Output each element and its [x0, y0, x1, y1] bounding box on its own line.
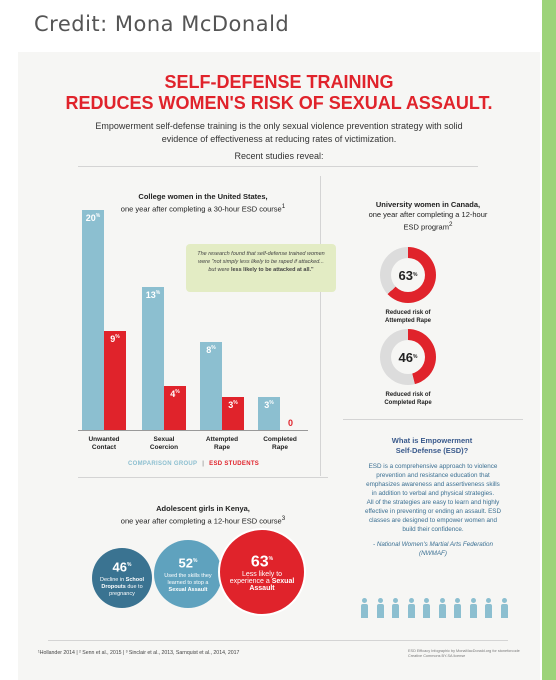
kenya-heading-line2: one year after completing a 12-hour ESD course	[120, 516, 282, 526]
research-quote	[186, 244, 336, 292]
recent-studies-label: Recent studies reveal:	[234, 151, 324, 161]
legend-esd: ESD STUDENTS	[209, 461, 260, 467]
kenya-stat-text-3: Less likely to experience a Sexual Assault	[229, 571, 295, 593]
footer-license: ESD Efficacy Infographic by MonaMacDonald.org for stoneforcode Creative Commons BY-SA license	[408, 649, 520, 658]
kenya-heading-line1: Adolescent girls in Kenya,	[156, 504, 250, 513]
quote-bold: less likely to be attacked at all."	[230, 267, 314, 273]
photo-credit: Credit: Mona McDonald	[34, 12, 290, 36]
canada-heading-line3: ESD program	[403, 222, 449, 232]
person-icon	[375, 598, 385, 618]
canada-heading	[338, 200, 518, 233]
esd-title	[339, 436, 525, 456]
us-heading-sup: 1	[281, 203, 286, 210]
person-icon	[499, 598, 509, 618]
chart-legend	[128, 461, 259, 467]
people-icons	[359, 598, 509, 618]
kenya-heading-sup: 3	[281, 515, 286, 522]
kenya-stat-value-2: 52%	[178, 555, 198, 571]
legend-separator: |	[202, 461, 205, 467]
esd-title-line2: Self-Defense (ESD)?	[395, 446, 469, 455]
kenya-stat-text-1: Decline in School Dropouts due to pregnancy	[99, 576, 145, 597]
divider-top	[78, 166, 478, 167]
comparison-value-4: 3%	[264, 400, 274, 410]
intro-text: Empowerment self-defense training is the only sexual violence prevention strategy with solid evidence of effectiveness at reducing rates of victimization.	[95, 121, 463, 144]
esd-title-line1: What is Empowerment	[391, 436, 473, 445]
comparison-bar-1	[82, 210, 104, 430]
canada-heading-line2: one year after completing a 12-hour	[368, 210, 488, 219]
comparison-bar-2	[142, 287, 164, 430]
us-heading-line2: one year after completing a 30-hour ESD course	[120, 204, 282, 214]
kenya-stat-circle-3	[218, 528, 306, 616]
esd-body	[363, 462, 503, 558]
ring-value-2: 46 %	[391, 340, 425, 374]
kenya-stat-value-1: 46%	[112, 559, 132, 575]
canada-heading-line1: University women in Canada,	[375, 200, 481, 209]
kenya-stat-text-2: Used the skills they learned to stop a Sexual Assault	[164, 572, 212, 593]
esd-paragraph-2: All of the strategies are easy to learn and highly effective in preventing or ending an assault. ESD classes are designed to empower women and build their confidence.	[364, 499, 502, 533]
category-label-4: Completed Rape	[263, 436, 297, 451]
us-heading-line1: College women in the United States,	[138, 192, 268, 201]
divider-right	[343, 419, 523, 420]
category-label-2: Sexual Coercion	[149, 436, 179, 451]
ring-chart-2	[380, 329, 436, 385]
esd-value-1: 9%	[110, 334, 120, 344]
person-icon	[359, 598, 369, 618]
person-icon	[406, 598, 416, 618]
divider-bottom	[48, 640, 508, 641]
esd-paragraph-1: ESD is a comprehensive approach to violence prevention and resistance education that emphasizes awareness and assertiveness skills in addition to verbal and physical strategies.	[366, 463, 500, 497]
person-icon	[421, 598, 431, 618]
legend-comparison: COMPARISON GROUP	[128, 461, 198, 467]
chart-axis	[78, 430, 308, 431]
comparison-value-1: 20%	[85, 213, 101, 223]
person-icon	[390, 598, 400, 618]
person-icon	[437, 598, 447, 618]
person-icon	[483, 598, 493, 618]
kenya-stat-circle-1	[92, 548, 152, 608]
title-line-1: SELF-DEFENSE TRAINING	[164, 72, 394, 92]
esd-value-4: 0	[288, 418, 294, 428]
kenya-stat-circle-2	[154, 540, 222, 608]
category-label-1: Unwanted Contact	[88, 436, 120, 451]
ring-chart-1	[380, 247, 436, 303]
infographic	[18, 52, 540, 680]
footer-references: ¹Hollander 2014 | ² Senn et al., 2015 | ³ Sinclair et al., 2013, Sarnquist et al., 2014, 2017	[38, 650, 240, 656]
quote-text: The research found that self-defense trained women were "not simply less likely to be raped if attacked... but were	[197, 251, 325, 273]
esd-value-2: 4%	[170, 389, 180, 399]
person-icon	[468, 598, 478, 618]
divider-vertical	[320, 176, 321, 476]
person-icon	[452, 598, 462, 618]
comparison-value-3: 8%	[206, 345, 216, 355]
esd-info-box	[339, 426, 525, 626]
ring-caption-2: Reduced risk of Completed Rape	[384, 392, 432, 406]
comparison-value-2: 13%	[145, 290, 161, 300]
ring-caption-1: Reduced risk of Attempted Rape	[384, 310, 431, 324]
title-line-2: REDUCES WOMEN'S RISK OF SEXUAL ASSAULT.	[65, 93, 493, 113]
green-edge-strip	[542, 0, 556, 680]
divider-left	[78, 477, 328, 478]
esd-value-3: 3%	[228, 400, 238, 410]
esd-source: - National Women's Martial Arts Federation (NWMAF)	[373, 541, 493, 557]
comparison-bar-3	[200, 342, 222, 430]
us-heading	[88, 192, 318, 215]
esd-bar-1	[104, 331, 126, 430]
ring-value-1: 63 %	[391, 258, 425, 292]
kenya-stat-value-3: 63%	[250, 553, 274, 571]
canada-heading-sup: 2	[448, 221, 453, 228]
kenya-heading	[88, 504, 318, 527]
category-label-3: Attempted Rape	[205, 436, 239, 451]
